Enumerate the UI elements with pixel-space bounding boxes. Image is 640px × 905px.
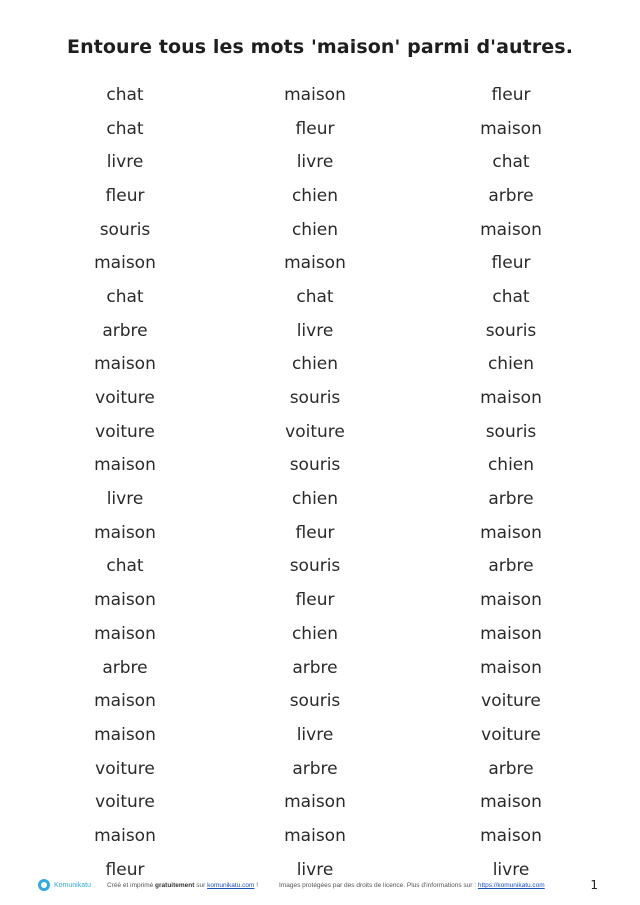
- word-cell[interactable]: souris: [289, 556, 341, 577]
- word-cell[interactable]: chat: [106, 118, 144, 139]
- word-cell[interactable]: livre: [106, 152, 144, 173]
- license-text: Images protégées par des droits de licence. Plus d'informations sur :: [279, 882, 478, 889]
- word-cell[interactable]: souris: [289, 691, 341, 712]
- word-cell[interactable]: fleur: [295, 590, 335, 611]
- word-cell[interactable]: chat: [296, 286, 334, 307]
- word-cell[interactable]: fleur: [295, 118, 335, 139]
- word-cell[interactable]: fleur: [105, 185, 145, 206]
- word-cell[interactable]: souris: [485, 320, 537, 341]
- word-row: [0, 516, 640, 550]
- word-row: [0, 348, 640, 382]
- word-cell[interactable]: maison: [94, 590, 156, 611]
- footer: [0, 877, 640, 895]
- word-cell[interactable]: arbre: [102, 320, 148, 341]
- word-cell[interactable]: voiture: [95, 758, 155, 779]
- speech-bubble-icon: [38, 879, 50, 891]
- word-cell[interactable]: souris: [289, 455, 341, 476]
- word-cell[interactable]: voiture: [481, 691, 541, 712]
- word-row: [0, 785, 640, 819]
- word-cell[interactable]: fleur: [491, 253, 531, 274]
- word-row: [0, 145, 640, 179]
- word-cell[interactable]: maison: [94, 691, 156, 712]
- page-number: 1: [590, 878, 598, 892]
- word-row: [0, 381, 640, 415]
- word-row: [0, 651, 640, 685]
- credit-bold: gratuitement: [155, 882, 195, 889]
- word-cell[interactable]: livre: [296, 859, 334, 880]
- word-cell[interactable]: chien: [487, 455, 535, 476]
- word-cell[interactable]: chien: [291, 623, 339, 644]
- word-cell[interactable]: chien: [487, 354, 535, 375]
- word-row: [0, 112, 640, 146]
- word-cell[interactable]: maison: [94, 623, 156, 644]
- word-row: [0, 718, 640, 752]
- credit-suffix: !: [254, 882, 259, 889]
- word-cell[interactable]: souris: [99, 219, 151, 240]
- word-row: [0, 246, 640, 280]
- word-cell[interactable]: voiture: [95, 792, 155, 813]
- word-row: [0, 449, 640, 483]
- word-cell[interactable]: fleur: [491, 84, 531, 105]
- word-cell[interactable]: chat: [106, 556, 144, 577]
- word-row: [0, 752, 640, 786]
- word-cell[interactable]: maison: [94, 253, 156, 274]
- word-cell[interactable]: maison: [480, 825, 542, 846]
- word-cell[interactable]: voiture: [285, 421, 345, 442]
- word-cell[interactable]: maison: [480, 657, 542, 678]
- word-cell[interactable]: livre: [106, 489, 144, 510]
- word-cell[interactable]: maison: [284, 84, 346, 105]
- page-title: Entoure tous les mots 'maison' parmi d'autres.: [66, 36, 574, 58]
- word-cell[interactable]: livre: [296, 320, 334, 341]
- word-cell[interactable]: maison: [94, 522, 156, 543]
- word-cell[interactable]: chat: [106, 84, 144, 105]
- word-cell[interactable]: maison: [284, 792, 346, 813]
- word-cell[interactable]: arbre: [488, 489, 534, 510]
- word-cell[interactable]: chat: [492, 152, 530, 173]
- word-cell[interactable]: voiture: [481, 724, 541, 745]
- word-cell[interactable]: chat: [492, 286, 530, 307]
- word-cell[interactable]: arbre: [488, 185, 534, 206]
- word-row: [0, 684, 640, 718]
- word-cell[interactable]: maison: [480, 388, 542, 409]
- word-row: [0, 482, 640, 516]
- footer-license: [279, 882, 545, 889]
- word-row: [0, 550, 640, 584]
- word-cell[interactable]: livre: [296, 724, 334, 745]
- word-row: [0, 819, 640, 853]
- word-row: [0, 583, 640, 617]
- word-cell[interactable]: maison: [284, 825, 346, 846]
- word-cell[interactable]: chien: [291, 489, 339, 510]
- word-cell[interactable]: chat: [106, 286, 144, 307]
- credit-mid: sur: [194, 882, 208, 889]
- word-cell[interactable]: maison: [480, 118, 542, 139]
- word-grid: [0, 78, 640, 887]
- komunikatu-link[interactable]: komunikatu.com: [207, 882, 255, 889]
- word-cell[interactable]: fleur: [295, 522, 335, 543]
- word-row: [0, 179, 640, 213]
- word-cell[interactable]: maison: [480, 792, 542, 813]
- word-cell[interactable]: voiture: [95, 421, 155, 442]
- word-cell[interactable]: chien: [291, 185, 339, 206]
- word-cell[interactable]: maison: [480, 590, 542, 611]
- komunikatu-logo: [38, 879, 91, 891]
- credit-prefix: Créé et imprimé: [107, 882, 156, 889]
- word-cell[interactable]: maison: [480, 522, 542, 543]
- word-cell[interactable]: livre: [492, 859, 530, 880]
- word-row: [0, 213, 640, 247]
- word-cell[interactable]: chien: [291, 219, 339, 240]
- word-cell[interactable]: maison: [94, 354, 156, 375]
- word-cell[interactable]: arbre: [292, 758, 338, 779]
- word-cell[interactable]: maison: [94, 825, 156, 846]
- word-cell[interactable]: maison: [94, 724, 156, 745]
- word-row: [0, 314, 640, 348]
- word-cell[interactable]: arbre: [102, 657, 148, 678]
- word-row: [0, 280, 640, 314]
- word-cell[interactable]: maison: [94, 455, 156, 476]
- word-cell[interactable]: souris: [289, 388, 341, 409]
- word-cell[interactable]: maison: [480, 219, 542, 240]
- word-cell[interactable]: maison: [480, 623, 542, 644]
- word-cell[interactable]: arbre: [488, 758, 534, 779]
- word-cell[interactable]: voiture: [95, 388, 155, 409]
- license-link[interactable]: https://komunikatu.com: [477, 882, 545, 889]
- logo-text: Komunikatu: [54, 881, 91, 889]
- word-row: [0, 415, 640, 449]
- word-cell[interactable]: souris: [485, 421, 537, 442]
- word-row: [0, 617, 640, 651]
- footer-credit: [107, 882, 258, 889]
- word-cell[interactable]: arbre: [292, 657, 338, 678]
- word-cell[interactable]: arbre: [488, 556, 534, 577]
- word-row: [0, 78, 640, 112]
- word-cell[interactable]: fleur: [105, 859, 145, 880]
- word-cell[interactable]: livre: [296, 152, 334, 173]
- word-cell[interactable]: chien: [291, 354, 339, 375]
- word-cell[interactable]: maison: [284, 253, 346, 274]
